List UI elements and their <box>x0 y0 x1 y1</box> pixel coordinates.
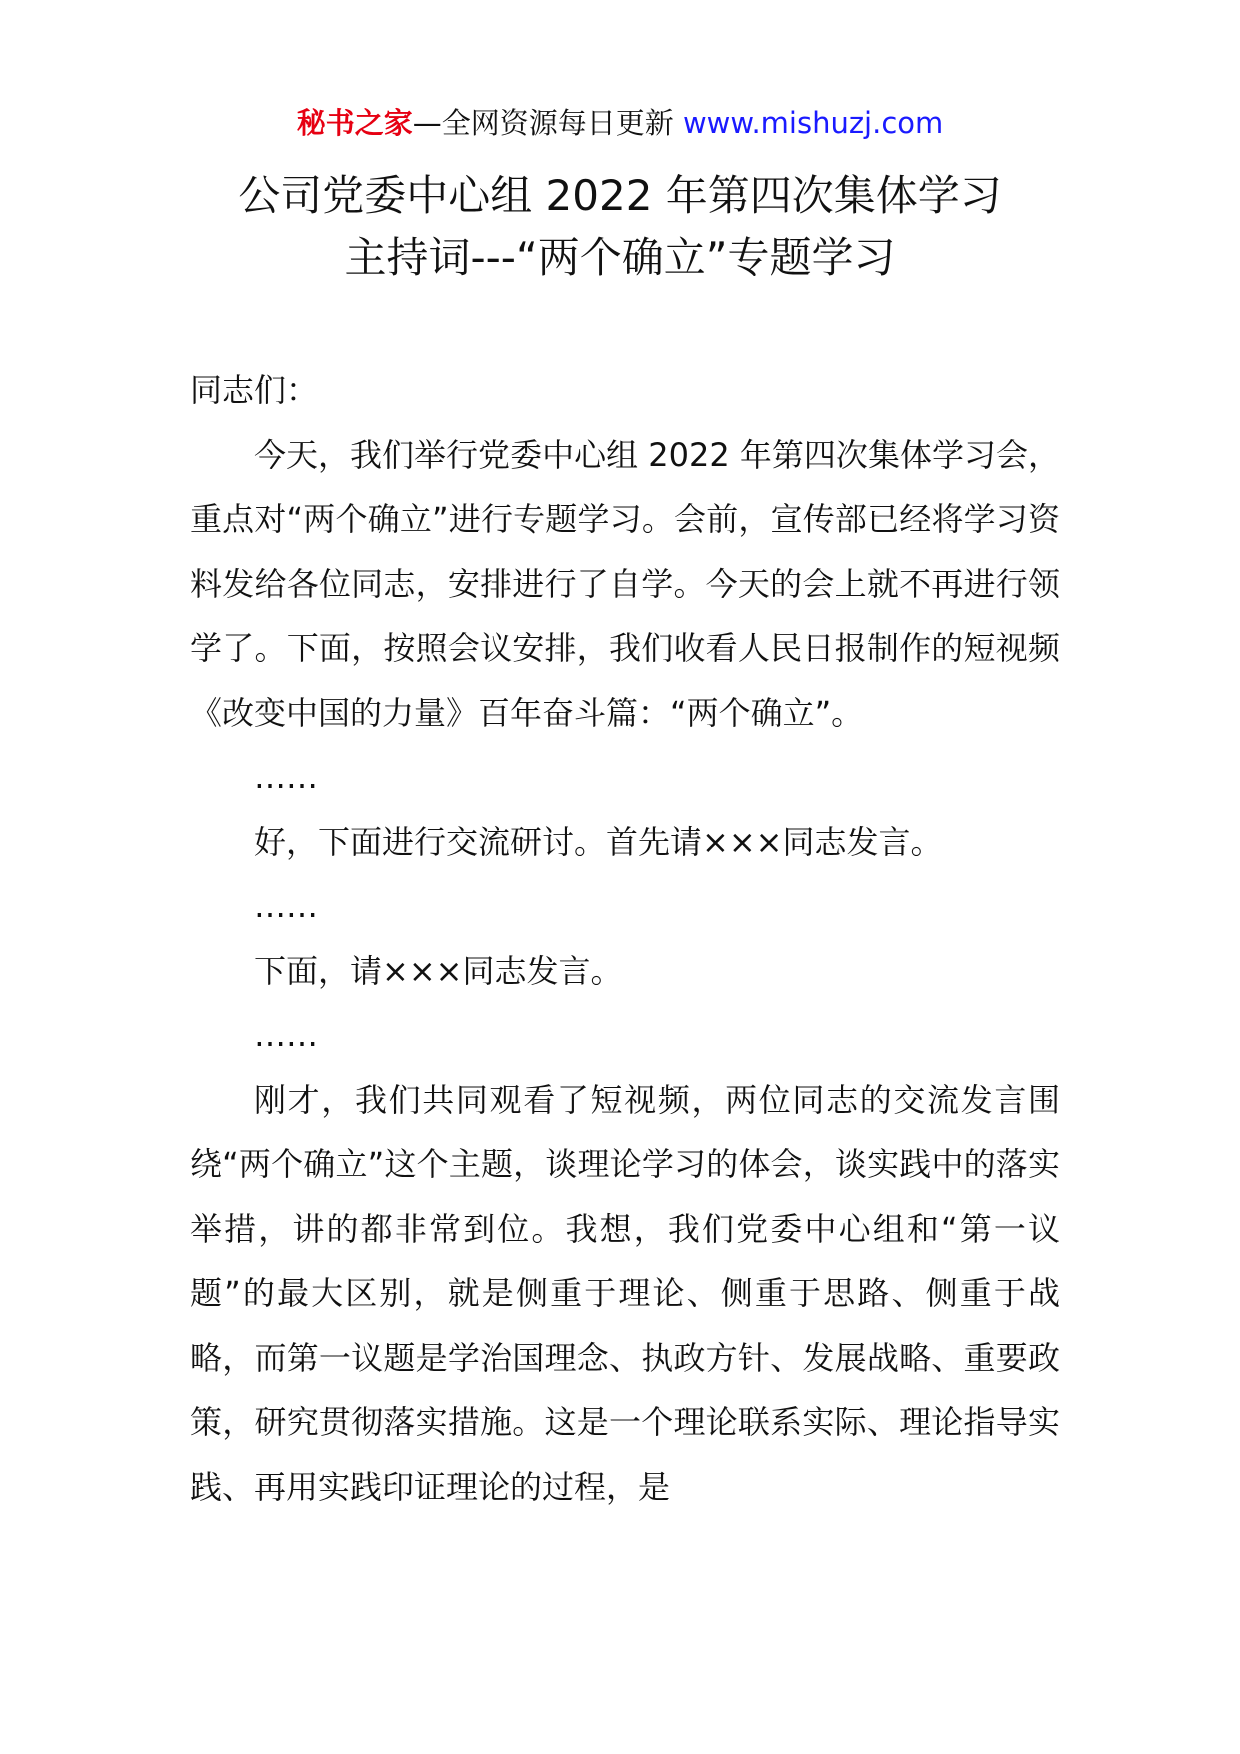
site-header <box>0 103 1240 143</box>
document-body <box>190 358 1060 1519</box>
title-line-2: 主持词---“两个确立”专题学习 <box>344 233 896 282</box>
site-tagline: —全网资源每日更新 <box>412 106 683 140</box>
ellipsis-2: …… <box>254 887 318 925</box>
title-line-1: 公司党委中心组 2022 年第四次集体学习 <box>238 171 1002 220</box>
site-url-link[interactable]: www.mishuzj.com <box>682 106 944 140</box>
salutation: 同志们： <box>190 371 319 409</box>
paragraph-discussion: 好，下面进行交流研讨。首先请×××同志发言。 <box>254 822 943 861</box>
ellipsis-3: …… <box>254 1016 318 1054</box>
paragraph-next-speaker: 下面，请×××同志发言。 <box>254 951 623 990</box>
ellipsis-1: …… <box>254 758 318 796</box>
paragraph-summary: 刚才，我们共同观看了短视频，两位同志的交流发言围绕“两个确立”这个主题，谈理论学习的体会，谈实践中的落实举措，讲的都非常到位。我想，我们党委中心组和“第一议题”的最大区别，就是侧重于理论、侧重于思路、侧重于战略，而第一议题是学治国理念、执政方针、发展战略、重要政策，研究贯彻落实措施。这是一个理论联系实际、理论指导实践、再用实践印证理论的过程，是 <box>190 1080 1060 1506</box>
document-title <box>0 165 1240 289</box>
paragraph-opening: 今天，我们举行党委中心组 2022 年第四次集体学习会，重点对“两个确立”进行专题学习。会前，宣传部已经将学习资料发给各位同志，安排进行了自学。今天的会上就不再进行领学了。下面，按照会议安排，我们收看人民日报制作的短视频《改变中国的力量》百年奋斗篇：“两个确立”。 <box>190 435 1060 732</box>
site-name: 秘书之家 <box>296 106 413 140</box>
